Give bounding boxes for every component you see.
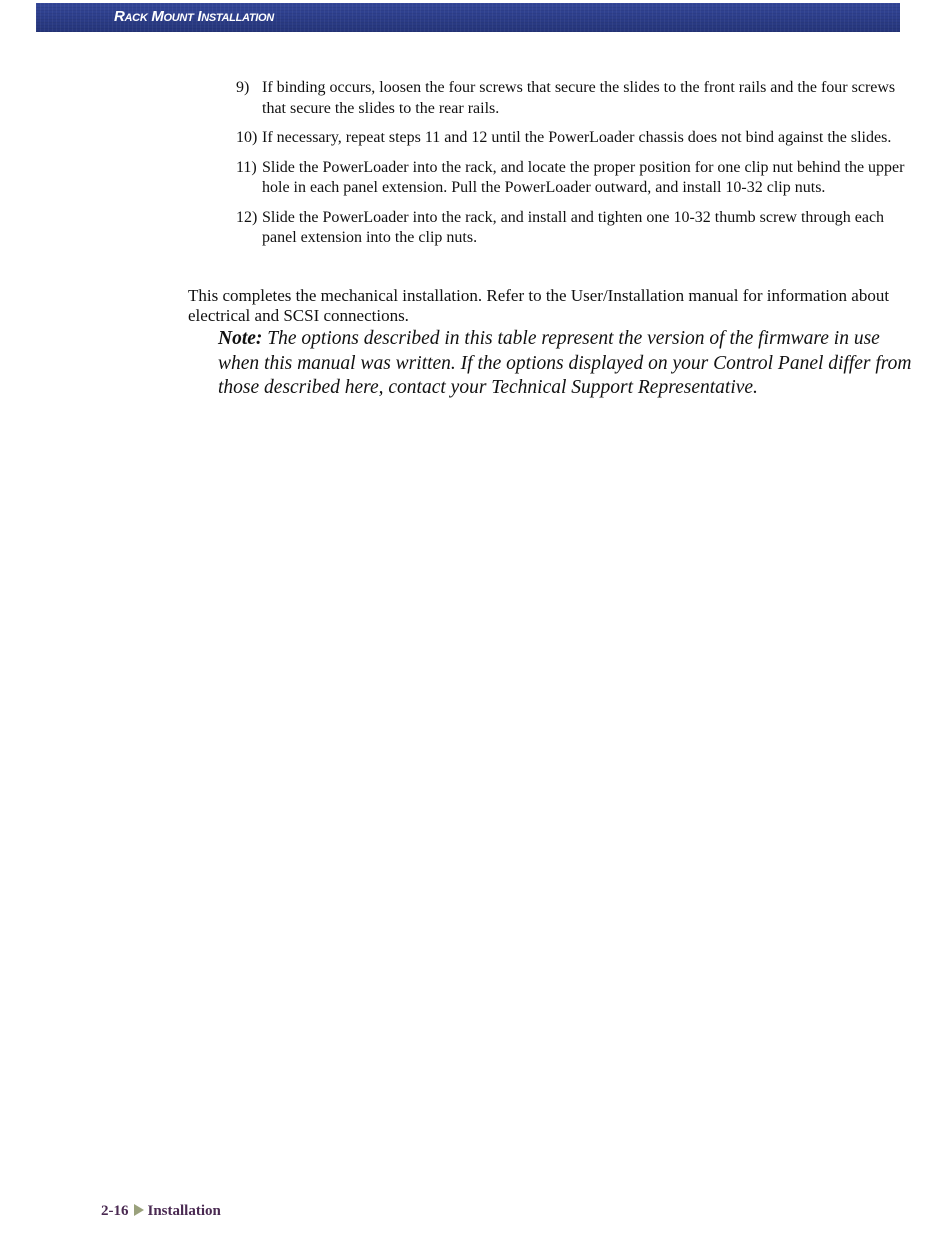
step-list: [236, 78, 916, 258]
triangle-right-icon: [134, 1204, 144, 1216]
completion-paragraph: This completes the mechanical installation. Refer to the User/Installation manual for information about electrical and SCSI connections.: [188, 286, 890, 325]
step-number: 10): [236, 129, 258, 146]
page-footer: [101, 1203, 221, 1220]
step-item: [236, 128, 916, 149]
step-item: [236, 158, 916, 199]
step-number: 12): [236, 208, 258, 226]
step-item: [236, 208, 916, 249]
note-text: The options described in this table represent the version of the firmware in use when this manual was written. If the options displayed on your Control Panel differ from those described here, contact your Technical Support Representative.: [218, 328, 912, 398]
note-label: Note:: [218, 328, 263, 349]
step-text: Slide the PowerLoader into the rack, and install and tighten one 10-32 thumb screw through each panel extension into the clip nuts.: [262, 208, 885, 246]
step-text: If necessary, repeat steps 11 and 12 until the PowerLoader chassis does not bind against the slides.: [262, 129, 892, 146]
step-number: 11): [236, 158, 257, 176]
step-text: Slide the PowerLoader into the rack, and locate the proper position for one clip nut behind the upper hole in each panel extension. Pull the PowerLoader outward, and install 10-32 clip nuts.: [262, 158, 905, 196]
step-text: If binding occurs, loosen the four screws that secure the slides to the front rails and the four screws that secure the slides to the rear rails.: [262, 79, 896, 117]
step-item: [236, 78, 916, 119]
page-header-title: Rack Mount Installation: [114, 8, 274, 25]
page-header-bar: [36, 3, 900, 32]
page-number: 2-16: [101, 1203, 129, 1219]
note-paragraph: [218, 327, 918, 401]
step-number: 9): [236, 79, 250, 96]
footer-section-name: Installation: [147, 1203, 221, 1219]
